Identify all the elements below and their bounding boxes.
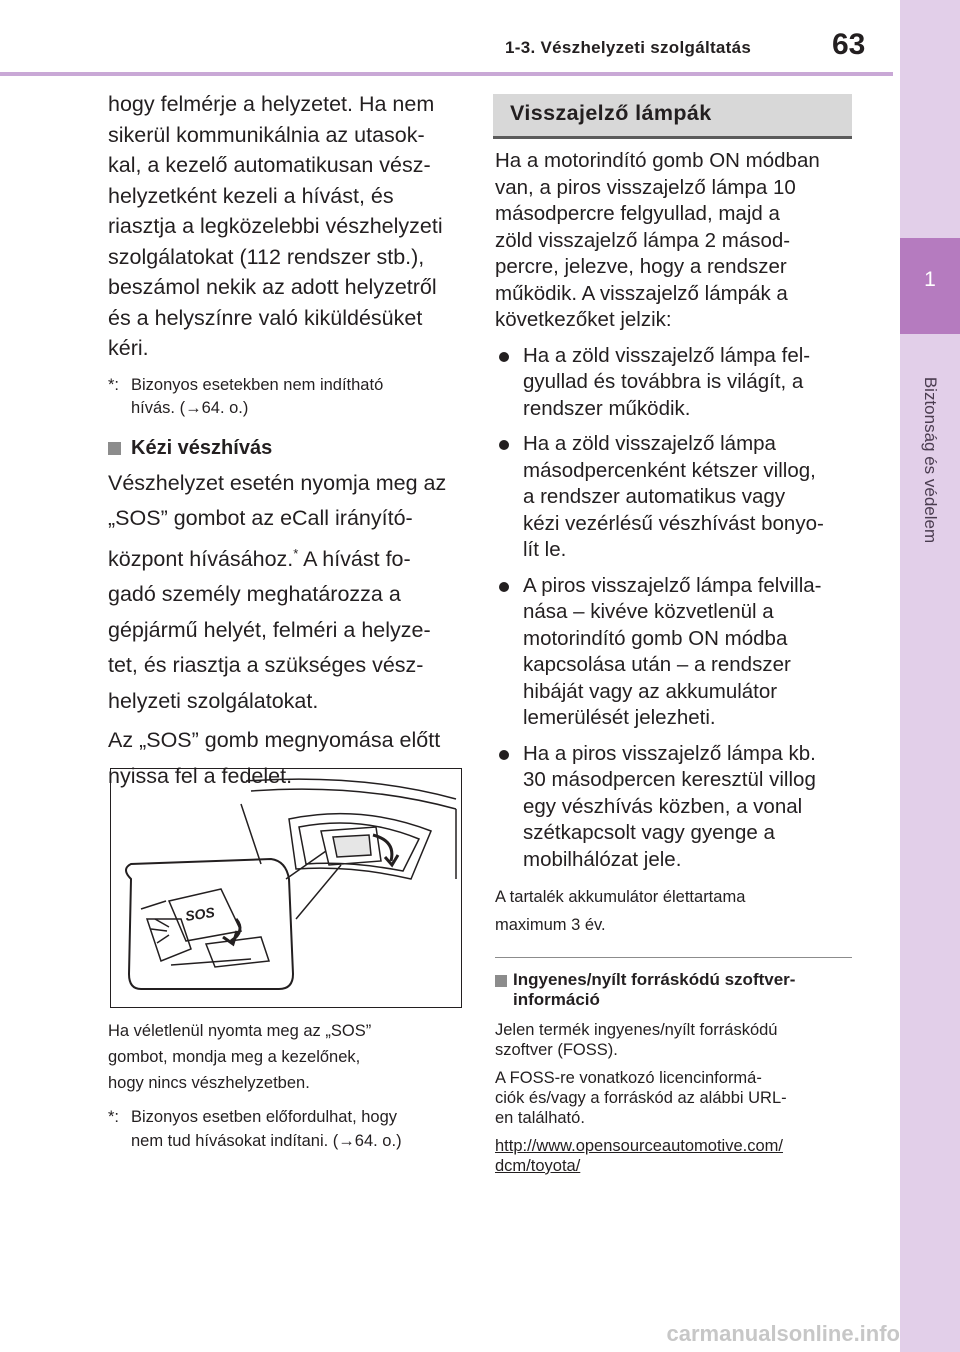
text-line: motorindító gomb ON módba (523, 626, 788, 650)
square-bullet-icon (108, 442, 121, 455)
foss-paragraph-1 (495, 1020, 860, 1060)
page-number: 63 (832, 28, 866, 61)
text-line: lemerülését jelezheti. (523, 706, 716, 729)
list-item (495, 343, 860, 423)
text-line: gadó személy meghatározza a (108, 582, 401, 607)
square-bullet-icon (495, 975, 507, 987)
text-line: gépjármű helyét, felméri a helyze- (108, 617, 431, 642)
text-line: szétkapcsolt vagy gyenge a (523, 821, 775, 844)
text-part: A hívást fo- (298, 546, 411, 571)
footnote-line: nem tud hívásokat indítani. (→64. o.) (131, 1132, 402, 1150)
foss-paragraph-2 (495, 1068, 860, 1128)
footnote-mark: *: (108, 1108, 120, 1126)
text-line: Az „SOS” gomb megnyomása előtt (108, 728, 441, 753)
footnote-mark: *: (108, 375, 120, 394)
text-line: szolgálatokat (112 rendszer stb.), (108, 244, 425, 269)
side-strip (900, 0, 960, 1352)
text-line: Ingyenes/nyílt forráskódú szoftver- (513, 970, 796, 989)
url-link-line[interactable]: dcm/toyota/ (495, 1157, 581, 1175)
text-line: „SOS” gombot az eCall irányító- (108, 506, 413, 530)
list-item (495, 573, 860, 732)
bullet-dot-icon (495, 741, 523, 874)
text-line (108, 539, 478, 575)
text-line: beszámol nekik az adott helyzetről (108, 275, 437, 299)
text-line: Ha a zöld visszajelző lámpa (523, 432, 776, 455)
chapter-number: 1 (924, 268, 936, 291)
sos-button-illustration (110, 768, 462, 1008)
subheading-manual-call (108, 437, 478, 460)
caption-line: gombot, mondja meg a kezelőnek, (108, 1048, 361, 1066)
text-line: tet, és riasztja a szükséges vész- (108, 653, 424, 678)
right-column (495, 148, 860, 1176)
text-line: kéri. (108, 336, 149, 360)
text-line: következőket jelzik: (495, 308, 672, 331)
text-line: sikerül kommunikálnia az utasok- (108, 122, 425, 147)
text-line: nása – kivéve közvetlenül a (523, 600, 774, 623)
text-line: A piros visszajelző lámpa felvilla- (523, 573, 822, 597)
text-line: kal, a kezelő automatikusan vész- (108, 153, 431, 177)
bullet-dot-icon (495, 343, 523, 423)
text-line: Ha a piros visszajelző lámpa kb. (523, 741, 816, 765)
text-line: van, a piros visszajelző lámpa 10 (495, 175, 796, 199)
footnote-star: * (293, 545, 299, 561)
text-line: a rendszer automatikus vagy (523, 485, 786, 508)
text-line: információ (513, 990, 600, 1009)
text-line: és a helyszínre való kiküldésüket (108, 305, 423, 330)
text-line: másodpercre felgyullad, majd a (495, 202, 780, 225)
text-line: kapcsolása után – a rendszer (523, 653, 791, 676)
foss-heading (495, 970, 860, 1010)
text-line: maximum 3 év. (495, 916, 606, 934)
footnote-2 (108, 1105, 478, 1153)
text-line: zöld visszajelző lámpa 2 másod- (495, 228, 791, 252)
text-line: gyullad és továbbra is világít, a (523, 370, 804, 393)
text-line: ciók és/vagy a forráskód az alábbi URL- (495, 1089, 787, 1107)
paragraph-manual-call (108, 468, 478, 717)
paragraph-indicators-intro (495, 148, 860, 334)
text-line: lít le. (523, 538, 567, 561)
text-line: 30 másodpercen keresztül villog (523, 768, 816, 791)
caption-line: Ha véletlenül nyomta meg az „SOS” (108, 1022, 372, 1040)
text-line: en található. (495, 1109, 585, 1127)
text-line: nyissa fel a fedelet. (108, 763, 293, 788)
watermark: carmanualsonline.info (666, 1321, 900, 1346)
footnote-1 (108, 374, 478, 420)
divider (495, 957, 852, 958)
text-line: riasztja a legközelebbi vészhelyzeti (108, 214, 443, 238)
bullet-dot-icon (495, 573, 523, 732)
list-item (495, 431, 860, 564)
text-line: működik. A visszajelző lámpák a (495, 281, 788, 305)
text-line: egy vészhívás közben, a vonal (523, 794, 803, 818)
text-line: A FOSS-re vonatkozó licencinformá- (495, 1069, 762, 1087)
text-line: Jelen termék ingyenes/nyílt forráskódú (495, 1021, 778, 1039)
foss-url[interactable] (495, 1136, 860, 1176)
battery-note (495, 883, 860, 939)
text-line: szoftver (FOSS). (495, 1041, 618, 1059)
footnote-line: hívás. (→64. o.) (131, 398, 249, 417)
text-line: helyzeti szolgálatokat. (108, 688, 319, 713)
text-line: hibáját vagy az akkumulátor (523, 679, 778, 703)
paragraph-intro (108, 89, 478, 364)
subheading-text: Kézi vészhívás (131, 436, 273, 459)
left-column (108, 89, 478, 791)
sos-label: SOS (184, 904, 216, 924)
text-line: kézi vezérlésű vészhívást bonyo- (523, 511, 824, 535)
section-heading-rule (493, 136, 852, 139)
text-line: hogy felmérje a helyzetet. Ha nem (108, 92, 435, 116)
url-link-line[interactable]: http://www.opensourceautomotive.com/ (495, 1137, 783, 1155)
header-rule (0, 72, 893, 76)
text-line: Ha a motorindító gomb ON módban (495, 149, 820, 172)
text-line: másodpercenként kétszer villog, (523, 458, 816, 482)
chapter-title: Biztonság és védelem (921, 376, 940, 544)
footnote-line: Bizonyos esetekben nem indítható (131, 375, 384, 394)
overhead-console-drawing (111, 769, 460, 1006)
section-title: 1-3. Vészhelyzeti szolgáltatás (505, 38, 752, 57)
text-part: központ hívásához. (108, 546, 294, 571)
text-line: Ha a zöld visszajelző lámpa fel- (523, 343, 811, 367)
footnote-line: Bizonyos esetben előfordulhat, hogy (131, 1108, 398, 1126)
text-line: rendszer működik. (523, 396, 691, 420)
text-line: Vészhelyzet esetén nyomja meg az (108, 470, 447, 495)
caption-line: hogy nincs vészhelyzetben. (108, 1074, 310, 1092)
list-item (495, 741, 860, 874)
section-heading: Visszajelző lámpák (510, 101, 712, 125)
text-line: helyzetként kezeli a hívást, és (108, 183, 394, 208)
caption-block (108, 1018, 478, 1153)
text-line: A tartalék akkumulátor élettartama (495, 888, 746, 906)
bullet-dot-icon (495, 431, 523, 564)
text-line: percre, jelezve, hogy a rendszer (495, 255, 787, 278)
text-line: mobilhálózat jele. (523, 847, 682, 871)
